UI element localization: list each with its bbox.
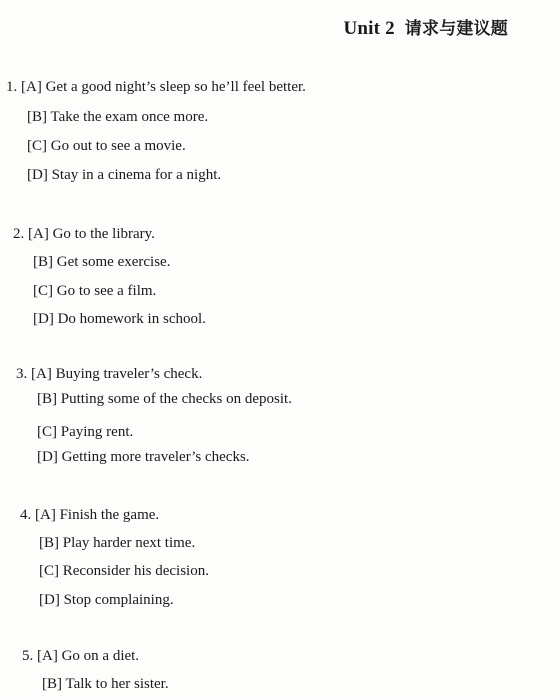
question-5-line-a bbox=[22, 648, 139, 665]
option-b: [B] Take the exam once more. bbox=[27, 109, 209, 125]
question-number: 4. bbox=[20, 507, 32, 523]
option-a: [A] Finish the game. bbox=[35, 507, 160, 523]
question-number: 3. bbox=[16, 366, 28, 382]
question-number: 2. bbox=[13, 226, 25, 242]
option-c: [C] Reconsider his decision. bbox=[39, 563, 209, 579]
question-1-line-a bbox=[6, 79, 306, 96]
option-d: [D] Do homework in school. bbox=[33, 311, 206, 327]
option-d: [D] Stop complaining. bbox=[39, 592, 174, 608]
unit-label: Unit 2 bbox=[343, 18, 395, 39]
option-a: [A] Go on a diet. bbox=[37, 648, 140, 664]
option-c: [C] Paying rent. bbox=[37, 424, 134, 440]
option-c: [C] Go out to see a movie. bbox=[27, 138, 186, 154]
option-b: [B] Putting some of the checks on deposit. bbox=[37, 391, 292, 407]
option-d: [D] Stay in a cinema for a night. bbox=[27, 167, 222, 183]
question-2-line-a bbox=[13, 226, 155, 243]
option-b: [B] Play harder next time. bbox=[39, 535, 196, 551]
question-number: 1. bbox=[6, 79, 18, 95]
option-b: [B] Get some exercise. bbox=[33, 254, 171, 270]
question-3-line-a bbox=[16, 366, 202, 383]
option-c: [C] Go to see a film. bbox=[33, 283, 157, 299]
unit-topic: 请求与建议题 bbox=[404, 19, 508, 39]
option-a: [A] Buying traveler’s check. bbox=[31, 366, 203, 382]
question-4-line-a bbox=[20, 507, 159, 524]
question-number: 5. bbox=[22, 648, 34, 664]
option-b: [B] Talk to her sister. bbox=[42, 676, 169, 692]
option-a: [A] Get a good night’s sleep so he’ll feel better. bbox=[21, 79, 306, 95]
option-d: [D] Getting more traveler’s checks. bbox=[37, 449, 250, 465]
page-title bbox=[343, 14, 508, 40]
option-a: [A] Go to the library. bbox=[28, 226, 155, 242]
